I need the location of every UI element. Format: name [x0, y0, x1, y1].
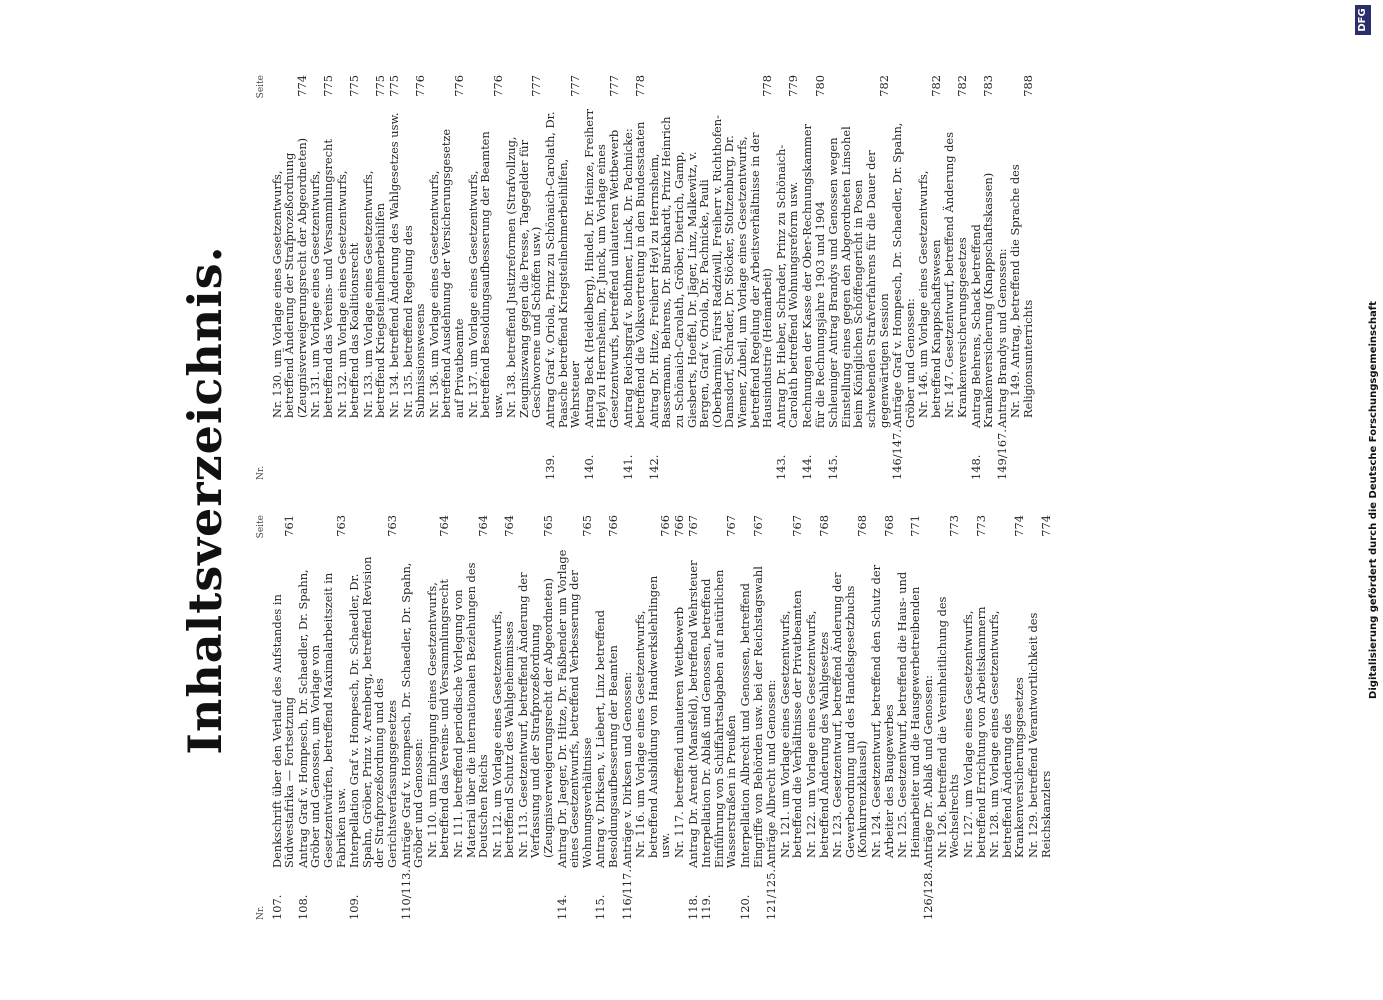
- entry-page: 774: [294, 75, 309, 97]
- entry-page: 778: [760, 75, 775, 97]
- toc-entry: [505, 75, 543, 480]
- toc-entry: [739, 515, 764, 920]
- toc-entry: [673, 515, 686, 920]
- toc-entry: [467, 75, 505, 480]
- toc-entry: [648, 75, 774, 480]
- toc-entry: [917, 75, 942, 480]
- toc-entry: [271, 75, 309, 480]
- toc-entry: [634, 515, 672, 920]
- entry-text: Nr. 116. um Vorlage eines Gesetzentwurfs, betreffend Ausbildung von Handwerkslehrlingen usw.: [633, 575, 673, 858]
- entry-text: Antrag v. Dirksen, v. Liebert, Linz betreffend Besoldungsaufbesserung der Beamten: [593, 610, 621, 868]
- entry-text: Nr. 133. um Vorlage eines Gesetzentwurfs, betreffend Kriegsteilnehmerbeihilfen: [360, 170, 388, 418]
- entry-text: Nr. 134. betreffend Änderung des Wahlgesetzes usw.: [386, 112, 401, 418]
- entry-text: Anträge Albrecht und Genossen:: [764, 679, 779, 868]
- toc-entry: [271, 515, 296, 920]
- entry-text: Nr. 147. Gesetzentwurf, betreffend Änderung des Krankenversicherungsgesetzes: [942, 131, 970, 418]
- entry-number: 126/128.: [921, 869, 936, 920]
- entry-text: Nr. 111. betreffend periodische Vorlegung von Material über die internationalen Beziehungen des Deutschen Reichs: [450, 562, 491, 858]
- toc-entry: [765, 515, 778, 920]
- entry-text: Nr. 146. um Vorlage eines Gesetzentwurfs, betreffend Knappschaftswesen: [916, 170, 943, 418]
- entry-text: Antrag Reichsgraf v. Bothmer, Linck, Dr. Pachnicke: betreffend die Volksvertretung in den Bundesstaaten: [620, 121, 648, 428]
- entry-page: 774: [1038, 515, 1053, 537]
- toc-entry: [336, 75, 361, 480]
- entry-number: 109.: [347, 894, 362, 920]
- entry-page: 777: [529, 75, 544, 97]
- toc-entry: [297, 515, 347, 920]
- entry-number: 141.: [620, 454, 635, 480]
- entry-page: 764: [502, 515, 517, 537]
- entry-text: Anträge Graf v. Hompesch, Dr. Schaedler, Dr. Spahn, Gröber und Genossen:: [890, 122, 917, 428]
- column-header: [255, 515, 268, 920]
- entry-page: 775: [320, 75, 335, 97]
- entry-page: 780: [812, 75, 827, 97]
- entry-text: Rechnungen der Kasse der Ober-Rechnungskammer für die Rechnungsjahre 1903 und 1904: [799, 124, 827, 428]
- entry-text: Nr. 136. um Vorlage eines Gesetzentwurfs, betreffend Ausdehnung der Versicherungsgesetze auf Privatbeamte: [426, 128, 466, 418]
- entry-page: 782: [928, 75, 943, 97]
- entry-page: 782: [876, 75, 891, 97]
- entry-number: 118.: [685, 894, 700, 920]
- entry-page: 782: [955, 75, 970, 97]
- entry-number: 140.: [581, 454, 596, 480]
- entry-page: 775: [373, 75, 388, 97]
- entry-page: 776: [413, 75, 428, 97]
- entry-page: 776: [490, 75, 505, 97]
- entry-page: 768: [816, 515, 831, 537]
- entry-page: 764: [437, 515, 452, 537]
- toc-entry: [402, 75, 427, 480]
- dfg-logo: DFG: [1355, 5, 1371, 35]
- entry-text: Denkschrift über den Verlauf des Aufstandes in Südwestafrika — Fortsetzung: [269, 594, 297, 868]
- toc-entry: [988, 515, 1026, 920]
- toc-entry: [779, 515, 804, 920]
- entry-number: 143.: [773, 454, 788, 480]
- toc-entry: [827, 75, 890, 480]
- entry-text: Antrag Graf v. Hompesch, Dr. Schaedler, Dr. Spahn, Gröber und Genossen, um Vorlage von Gesetzentwürfen, betreffend Maximalarbeitszeit in Fabriken usw.: [295, 569, 348, 868]
- toc-entry: [996, 75, 1009, 480]
- entry-text: Nr. 121. um Vorlage eines Gesetzentwurfs, betreffend die Verhältnisse der Privatbeamten: [777, 590, 805, 858]
- entry-text: Anträge v. Dirksen und Genossen:: [619, 671, 634, 868]
- toc-entry: [891, 75, 916, 480]
- entry-text: Nr. 135. betreffend Regelung des Submissionswesens: [400, 225, 428, 418]
- toc-entry: [309, 75, 334, 480]
- entry-text: Anträge Dr. Ablaß und Genossen:: [921, 674, 936, 868]
- entry-text: Nr. 110. um Einbringung eines Gesetzentwurfs, betreffend das Vereins- und Versammlungsrecht: [424, 579, 452, 858]
- toc-entry: [491, 515, 516, 920]
- entry-number: 115.: [593, 894, 608, 920]
- toc-entry: [805, 515, 830, 920]
- entry-page: 771: [907, 515, 922, 537]
- entry-text: Antrag Dr. Hieber, Schrader, Prinz zu Schönaich-Carolath betreffend Wohnungsreform usw.: [773, 144, 801, 428]
- entry-page: 783: [981, 75, 996, 97]
- toc-entry: [426, 515, 451, 920]
- entry-text: Nr. 122. um Vorlage eines Gesetzentwurfs, betreffend Änderung des Wahlgesetzes: [803, 610, 831, 858]
- entry-text: Nr. 117. betreffend unlauteren Wettbewerb: [672, 606, 686, 858]
- toc-entry: [348, 515, 398, 920]
- entry-page: 776: [451, 75, 466, 97]
- seite-label: Seite: [256, 75, 266, 99]
- entry-text: Antrag Dr. Jaeger, Dr. Hitze, Dr. Faßbender um Vorlage eines Gesetzentwurfs, betreffend Verbesserung der Wohnungsverhältnisse: [554, 549, 594, 868]
- entry-page: 764: [476, 515, 491, 537]
- toc-entry: [583, 75, 621, 480]
- entry-number: 114.: [554, 894, 569, 920]
- toc-entry: [517, 515, 555, 920]
- entry-text: Nr. 112. um Vorlage eines Gesetzentwurfs, betreffend Schutz des Wahlgeheimnisses: [489, 610, 517, 858]
- entry-text: Nr. 138. betreffend Justizreformen (Strafvollzug, Zeugniszwang gegen die Presse, Tagegelder für Geschworene und Schöffen usw.): [504, 136, 544, 418]
- entry-text: Nr. 126. betreffend die Vereinheitlichung des Wechselrechts: [934, 596, 962, 858]
- toc-entry: [700, 515, 738, 920]
- entry-page: 767: [750, 515, 765, 537]
- entry-page: 775: [386, 75, 401, 97]
- entry-page: 773: [973, 515, 988, 537]
- entry-page: 768: [855, 515, 870, 537]
- toc-entry: [594, 515, 619, 920]
- toc-entry: [544, 75, 582, 480]
- toc-entry: [452, 515, 490, 920]
- toc-entry: [870, 515, 895, 920]
- entry-number: 120.: [737, 894, 752, 920]
- entry-text: Nr. 123. Gesetzentwurf, betreffend Änderung der Gewerbeordnung und des Handelsgesetzbuchs (Konkurrenzklausel): [830, 572, 870, 858]
- entry-page: 761: [282, 515, 297, 537]
- toc-entry: [801, 75, 826, 480]
- entry-page: 775: [347, 75, 362, 97]
- toc-column-right: [255, 75, 1036, 480]
- toc-entry: [400, 515, 425, 920]
- column-header: [255, 75, 268, 480]
- entry-text: Interpellation Dr. Ablaß und Genossen, betreffend Einführung von Schiffahrtsabgaben auf natürlichen Wasserstraßen in Preußen: [699, 569, 739, 868]
- seite-label: Seite: [256, 515, 266, 539]
- entry-page: 767: [790, 515, 805, 537]
- entry-number: 146/147.: [890, 429, 905, 480]
- entry-text: Antrag Beck (Heidelberg), Hindel, Dr. Heinze, Freiherr Heyl zu Herrnsheim, Dr. Junck, um Vorlage eines Gesetzentwurfs, betreffend unlauteren Wettbewerb: [581, 109, 622, 428]
- entry-number: 116/117.: [619, 869, 634, 920]
- entry-number: 139.: [543, 454, 558, 480]
- dfg-footer-text: Digitalisierung gefördert durch die Deutsche Forschungsgemeinschaft: [1368, 301, 1379, 699]
- entry-page: 774: [1012, 515, 1027, 537]
- toc-entry: [622, 75, 647, 480]
- entry-text: Antrag Behrens, Schack betreffend Krankenversicherung (Knappschaftskassen): [968, 172, 996, 428]
- entry-number: 110/113.: [398, 869, 413, 920]
- entry-number: 145.: [826, 454, 841, 480]
- entry-page: 768: [881, 515, 896, 537]
- toc-entry: [962, 515, 987, 920]
- entry-page: 767: [724, 515, 739, 537]
- entry-page: 763: [384, 515, 399, 537]
- toc-entry: [970, 75, 995, 480]
- entry-text: Nr. 130. um Vorlage eines Gesetzentwurfs, betreffend Änderung der Strafprozeßordnung (Zeugnisverweigerungsrecht der Abgeordneten): [269, 137, 309, 418]
- entry-page: 779: [786, 75, 801, 97]
- entry-text: Interpellation Albrecht und Genossen, betreffend Eingriffe von Behörden usw. bei der Reichstagswahl: [737, 566, 765, 868]
- entry-text: Anträge Graf v. Hompesch, Dr. Schaedler, Dr. Spahn, Gröber und Genossen:: [398, 562, 426, 868]
- entry-page: 788: [1021, 75, 1036, 97]
- entry-text: Antrag Brandys und Genossen:: [994, 248, 1009, 428]
- entry-text: Interpellation Graf v. Hompesch, Dr. Schaedler, Dr. Spahn, Gröber, Prinz v. Arenberg, betreffend Revision der Strafprozeßordnung und des Gerichtsverfassungsgesetzes: [347, 556, 399, 868]
- entry-number: 144.: [799, 454, 814, 480]
- entry-page: 766: [606, 515, 621, 537]
- entry-page: 777: [568, 75, 583, 97]
- toc-entry: [1009, 75, 1034, 480]
- entry-number: 142.: [646, 454, 661, 480]
- toc-entry: [687, 515, 700, 920]
- entry-text: Nr. 124. Gesetzentwurf, betreffend den Schutz der Arbeiter des Baugewerbes: [868, 564, 896, 858]
- entry-number: 119.: [699, 894, 714, 920]
- entry-text: Antrag Dr. Arendt (Mansfeld), betreffend Wehrsteuer: [685, 560, 700, 868]
- toc-entry: [936, 515, 961, 920]
- entry-page: 765: [541, 515, 556, 537]
- entry-page: 765: [579, 515, 594, 537]
- entry-text: Nr. 125. Gesetzentwurf, betreffend die Haus- und Heimarbeiter und die Hausgewerbetreibenden: [895, 571, 922, 858]
- toc-entry: [362, 75, 387, 480]
- entry-number: 108.: [295, 894, 310, 920]
- toc-list-left: [271, 515, 1053, 920]
- entry-text: Nr. 137. um Vorlage eines Gesetzentwurfs, betreffend Besoldungsaufbesserung der Beamten usw.: [465, 131, 505, 418]
- toc-entry: [943, 75, 968, 480]
- nr-label: Nr.: [256, 905, 266, 920]
- toc-entry: [896, 515, 921, 920]
- entry-number: 148.: [968, 454, 983, 480]
- toc-entry: [922, 515, 935, 920]
- entry-text: Nr. 129. betreffend Verantwortlichkeit des Reichskanzlers: [1026, 612, 1053, 858]
- toc-entry: [831, 515, 869, 920]
- page-title: Inhaltsverzeichnis.: [178, 245, 232, 755]
- entry-text: Antrag Dr. Hitze, Freiherr Heyl zu Herrnsheim, Bassermann, Behrens, Dr. Burckhardt, Prinz Heinrich zu Schönaich-Carolath, Gröber, Dietrich, Gamp, Giesberts, Hoeffel, Dr. Jäger, Linz, Malkewitz, v. Bergen, Graf v. Oriola, Dr. Pachnicke, Pauli (Oberbarnim), Fürst Radziwill, Freiherr v. Richthofen-Damsdorf, Schrader, Dr. Stöcker, Stoltzenburg, Dr. Wiemer, Zubeil, um Vorlage eines Gesetzentwurfs, betreffend Regelung der Arbeitsverhältnisse in der Hausindustrie (Heimarbeit): [646, 115, 775, 428]
- entry-number: 121/125.: [764, 869, 779, 920]
- entry-text: Nr. 128. um Vorlage eines Gesetzentwurfs, betreffend Änderung des Krankenversicherungsgesetzes: [987, 610, 1027, 858]
- toc-entry: [621, 515, 634, 920]
- entry-number: 149/167.: [994, 429, 1009, 480]
- toc-list-right: [271, 75, 1035, 480]
- toc-entry: [388, 75, 401, 480]
- entry-text: Nr. 131. um Vorlage eines Gesetzentwurfs, betreffend das Vereins- und Versammlungsrecht: [308, 139, 335, 418]
- toc-entry: [1027, 515, 1052, 920]
- toc-entry: [556, 515, 594, 920]
- entry-page: 777: [607, 75, 622, 97]
- entry-text: Nr. 149. Antrag, betreffend die Sprache des Religionsunterrichts: [1008, 164, 1036, 418]
- nr-label: Nr.: [256, 465, 266, 480]
- toc-entry: [775, 75, 800, 480]
- entry-page: 766: [672, 515, 686, 537]
- entry-text: Antrag Graf v. Oriola, Prinz zu Schönaich-Carolath, Dr. Paasche betreffend Kriegsteilnehmerbeihilfen, Wehrsteuer: [543, 111, 583, 428]
- entry-text: Nr. 113. Gesetzentwurf, betreffend Änderung der Verfassung und der Strafprozeßordnung (Zeugnisverweigerungsrecht der Abgeordneten): [515, 572, 556, 858]
- entry-text: Nr. 127. um Vorlage eines Gesetzentwurfs, betreffend Errichtung von Arbeitskammern: [961, 606, 988, 858]
- entry-page: 773: [947, 515, 962, 537]
- entry-text: Schleuniger Antrag Brandys und Genossen wegen Einstellung eines gegen den Abgeordneten Linsohel beim Königlichen Schöffengericht in Posen schwebenden Strafverfahrens für die Dauer der gegenwärtigen Session: [826, 126, 891, 428]
- entry-text: Nr. 132. um Vorlage eines Gesetzentwurfs, betreffend das Koalitionsrecht: [334, 170, 362, 418]
- entry-number: 107.: [269, 894, 284, 920]
- entry-page: 766: [658, 515, 673, 537]
- toc-entry: [428, 75, 466, 480]
- toc-column-left: [255, 515, 1053, 920]
- entry-page: 763: [333, 515, 348, 537]
- entry-page: 778: [633, 75, 648, 97]
- entry-page: 767: [685, 515, 700, 537]
